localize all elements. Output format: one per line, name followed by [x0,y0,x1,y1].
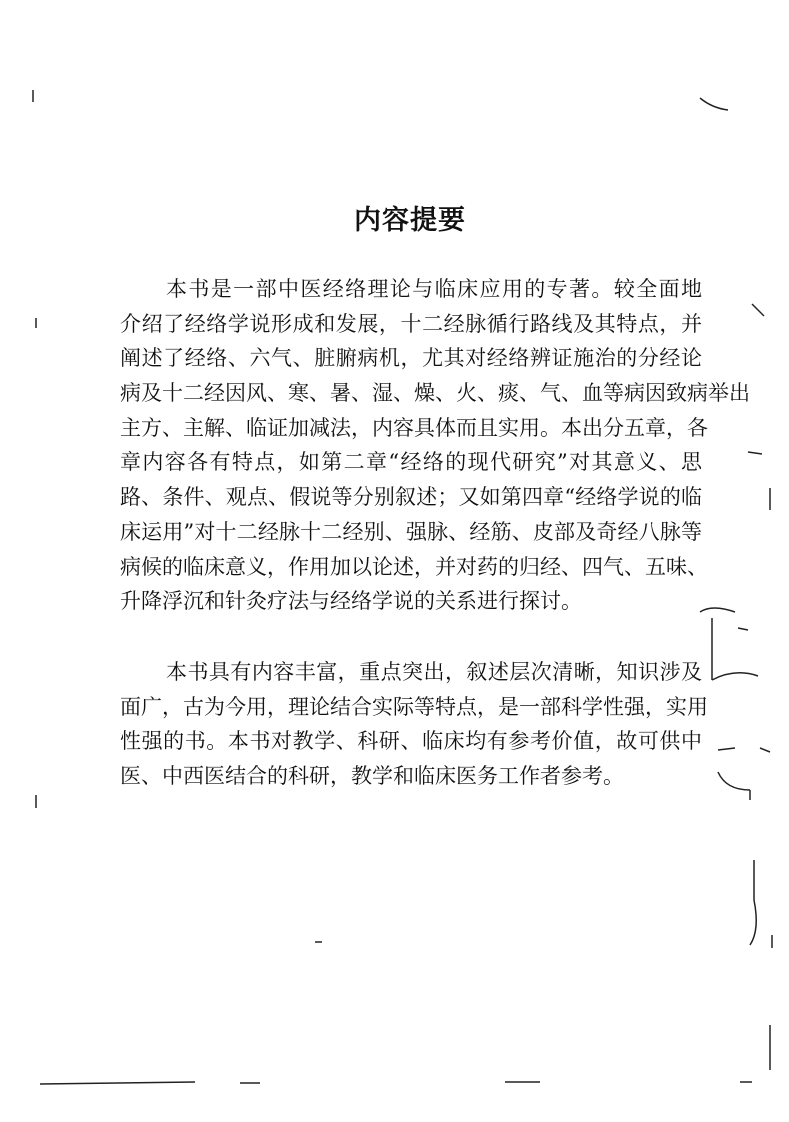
text-line: 章内容各有特点，如第二章“经络的现代研究”对其意义、思 [120,450,702,475]
text-line: 病及十二经因风、寒、暑、湿、燥、火、痰、气、血等病因致病举出 [120,381,750,406]
text-line: 本书具有内容丰富，重点突出，叙述层次清晰，知识涉及 [166,660,702,684]
text-line: 路、条件、观点、假说等分别叙述；又如第四章“经络学说的临 [120,485,702,510]
summary-paragraph-1 [120,272,750,619]
text-line: 阐述了经络、六气、脏腑病机，尤其对经络辨证施治的分经论 [120,346,702,371]
text-line: 介绍了经络学说形成和发展，十二经脉循行路线及其特点，并 [120,311,702,336]
summary-paragraph-2 [120,655,708,794]
text-line: 病候的临床意义，作用加以论述，并对药的归经、四气、五味、 [120,554,708,579]
text-line: 主方、主解、临证加减法，内容具体而且实用。本出分五章，各 [120,415,708,440]
page-title: 内容提要 [354,205,466,236]
text-line: 升降浮沉和针灸疗法与经络学说的关系进行探讨。 [120,589,582,614]
text-line: 医、中西医结合的科研，教学和临床医务工作者参考。 [120,764,624,789]
text-line: 面广，古为今用，理论结合实际等特点，是一部科学性强，实用 [120,694,708,719]
text-line: 性强的书。本书对教学、科研、临床均有参考价值，故可供中 [120,729,702,754]
text-line: 床运用”对十二经脉十二经别、强脉、经筋、皮部及奇经八脉等 [120,519,702,544]
text-line: 本书是一部中医经络理论与临床应用的专著。较全面地 [166,277,702,301]
